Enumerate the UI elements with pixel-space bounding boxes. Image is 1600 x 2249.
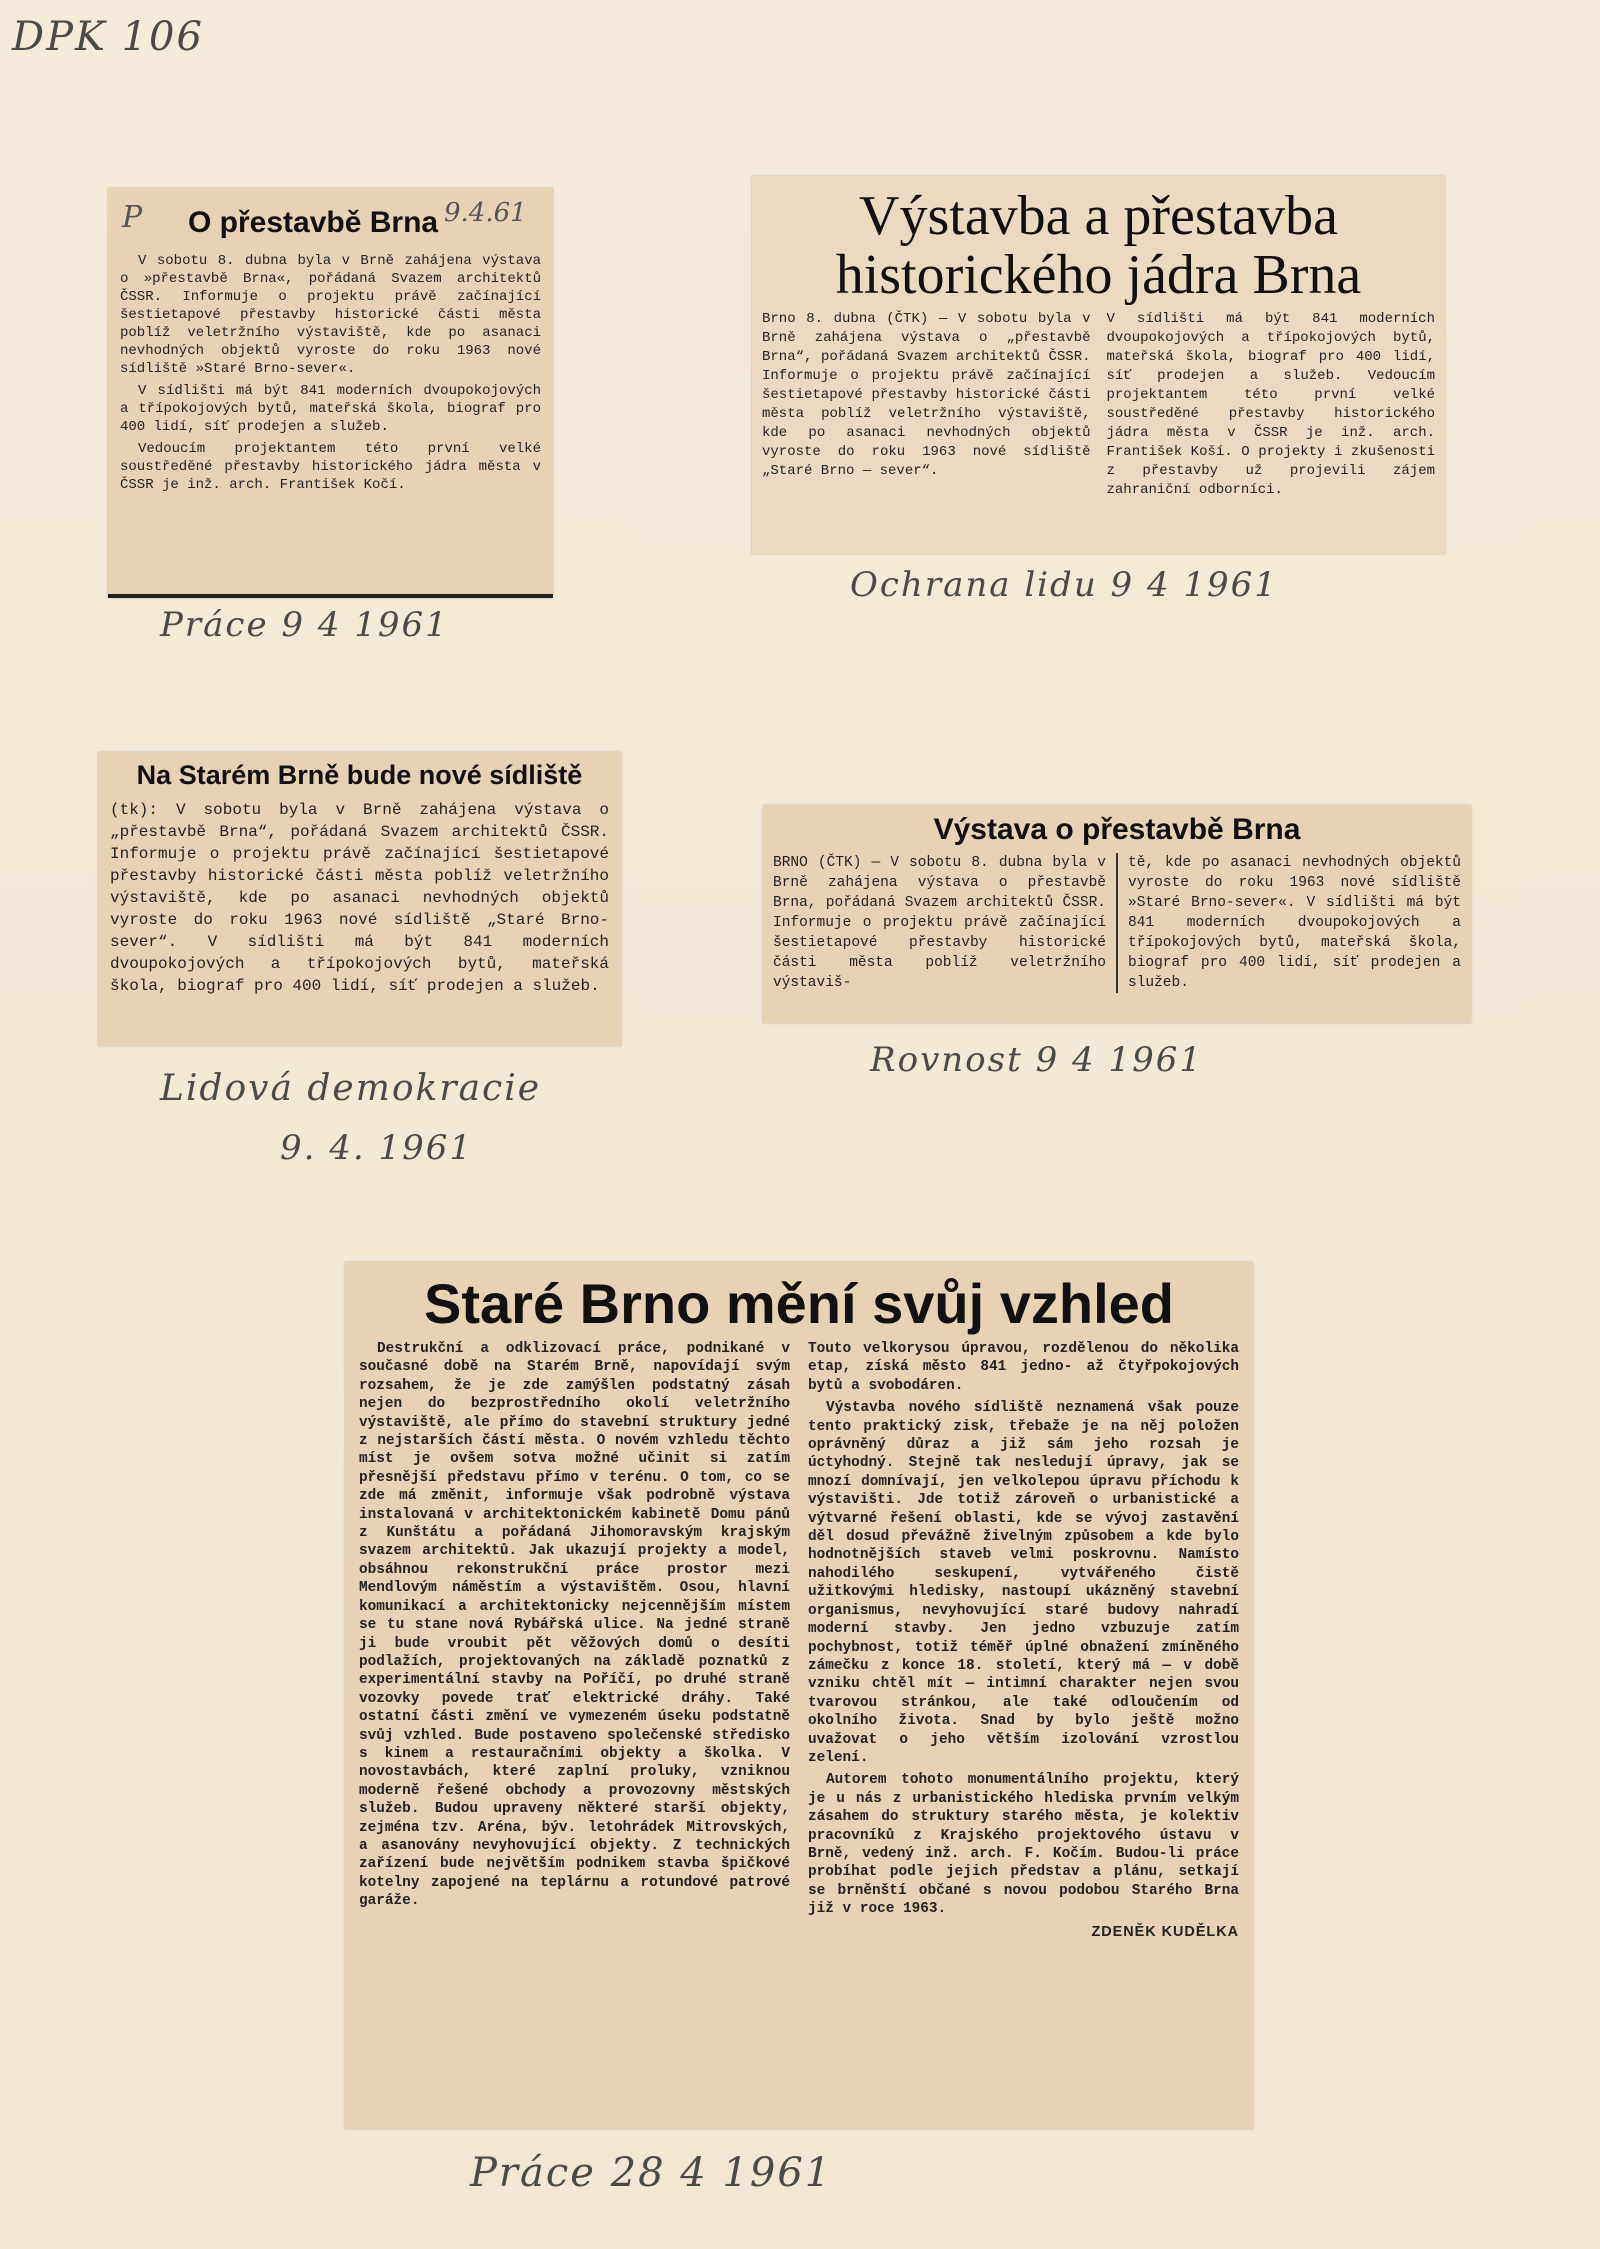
clipping-column <box>808 1340 1239 1941</box>
clipping-columns <box>345 1336 1253 1941</box>
column-divider <box>1116 853 1118 993</box>
clipping-header <box>108 188 553 248</box>
clipping-column: Brno 8. dubna (ČTK) — V sobotu byla v Brně zahájena výstava o „přestavbě Brna“, pořádaná Svazem architektů ČSSR. Informuje o projektu právě začínající šestietapové přestavby historické části města poblíž veletržního výstaviště, kde po asanaci nevhodných objektů vyroste do roku 1963 nové sídliště „Staré Brno — sever“. <box>762 311 1091 479</box>
clipping-prace-1 <box>108 188 553 598</box>
catalog-label: DPK 106 <box>12 14 204 60</box>
clipping-date-note: 9.4.61 <box>444 198 527 228</box>
clipping-rovnost <box>763 805 1471 1023</box>
clipping-paragraph: Výstavba nového sídliště neznamená však pouze tento praktický zisk, třebaže je na něj položen oprávněný důraz a již sám jeho rozsah je úctyhodný. Stejně tak nesledují úpravy, jak se mnozí domnívají, jen velkolepou úpravu příchodu k výstavišti. Jde totiž zároveň o urbanistické a výtvarné řešení oblasti, kde se vývoj zastavění děl dosud převážně živelným způsobem a kde bylo hodnotnějších staveb velmi poskrovnu. Namísto nahodilého seskupení, vytvářeného čistě užitkovými hledisky, nastoupí ukázněný stavební organismus, nevyhovující staré budovy nahradí moderní stavby. Jen jedno vzbuzuje zatím pochybnost, totiž téměř úplné obnažení zmíněného zámečku z konce 18. století, který má — v době vzniku chtěl mít — intimní charakter nejen svou tvarovou stránkou, ale také odloučením od okolního života. Snad by bylo ještě možno uvažovat o jeho větším izolování vzrostlou zelení. <box>808 1400 1239 1766</box>
source-note-lidova-line1: Lidová demokracie <box>160 1068 542 1109</box>
clipping-paragraph: Vedoucím projektantem této první velké soustředěné přestavby historického jádra města v ČSSR je inž. arch. František Kočí. <box>120 441 541 493</box>
clipping-column: BRNO (ČTK) — V sobotu 8. dubna byla v Brně zahájena výstava o přestavbě Brna, pořádaná Svazem architektů ČSSR. Informuje o projektu právě začínající šestietapové přestavby historické části města poblíž veletržního výstaviš- <box>773 855 1106 991</box>
clipping-paragraph: Touto velkorysou úpravou, rozdělenou do několika etap, získá město 841 jedno- až čtyřpokojových bytů a svobodáren. <box>808 1341 1239 1394</box>
clipping-paragraph: Destrukční a odklizovací práce, podnikané v současné době na Starém Brně, napovídají svým rozsahem, že je zde zamýšlen podstatný zásah nejen do bezprostředního okolí veletržního výstaviště, ale přímo do stavební struktury jedné z nejstarších částí města. O novém vzhledu těchto míst je ovšem sotva možné učinit si zatím přesnější představu přímo v terénu. O tom, co se zde má změnit, informuje však podrobně výstava instalovaná v architektonickém kabinetě Domu pánů z Kunštátu a pořádaná Jihomoravským krajským svazem architektů. Jak ukazují projekty a model, obsáhnou rekonstrukční práce prostor mezi Mendlovým náměstím a výstavištěm. Osou, hlavní komunikací a architektonicky nejcennějším místem se tu stane nová Rybářská ulice. Na jedné straně ji bude vroubit pět věžových domů o desíti podlažích, projektovaných na základě poznatků z experimentální stavby na Poříčí, po druhé straně vozovky povede trať elektrické dráhy. Také ostatní části změní ve vymezeném úseku podstatně svůj vzhled. Bude postaveno společenské středisko s kinem a restauračními objekty a školka. V novostavbách, které zaplní proluky, vzniknou moderně řešené obchody a provozovny městských služeb. Budou upraveny některé starší objekty, zejména tzv. Aréna, býv. letohrádek Mitrovských, a asanovány nevyhovující objekty. Z technických zařízení bude největším podnikem stavba špičkové kotelny zapojené na teplárnu a rotundové patrové garáže. <box>359 1341 790 1910</box>
clipping-prace-2 <box>345 1262 1253 2129</box>
clipping-headline-line1: Výstavba a přestavba <box>859 185 1338 247</box>
clipping-columns <box>763 847 1471 993</box>
clipping-paragraph: V sídlišti má být 841 moderních dvoupokojových a třípokojových bytů, mateřská škola, biograf pro 400 lidí, síť prodejen a služeb. <box>120 383 541 435</box>
source-note-rovnost: Rovnost 9 4 1961 <box>870 1040 1203 1080</box>
clipping-column <box>359 1340 790 1941</box>
clipping-headline: O přestavbě Brna <box>188 206 439 239</box>
clipping-body <box>108 248 553 494</box>
clipping-headline: Staré Brno mění svůj vzhled <box>424 1272 1174 1335</box>
source-note-prace-2: Práce 28 4 1961 <box>470 2150 833 2196</box>
clipping-paragraph: V sobotu 8. dubna byla v Brně zahájena výstava o »přestavbě Brna«, pořádaná Svazem architektů ČSSR. Informuje o projektu právě začínající šestietapové přestavby historické části města poblíž veletržního výstaviště, kde po asanaci nevhodných objektů vyroste do roku 1963 nové sídliště »Staré Brno-sever«. <box>120 253 541 377</box>
source-note-ochrana-lidu: Ochrana lidu 9 4 1961 <box>850 565 1278 605</box>
clipping-headline-line2: historického jádra Brna <box>835 244 1362 306</box>
clipping-lidova-demokracie <box>98 752 621 1046</box>
clipping-headline: Na Starém Brně bude nové sídliště <box>136 760 583 790</box>
clipping-ochrana-lidu <box>752 176 1445 554</box>
clipping-body: (tk): V sobotu byla v Brně zahájena výstava o „přestavbě Brna“, pořádaná Svazem architektů ČSSR. Informuje o projektu právě začínající šestietapové přestavby historické části města poblíž veletržního výstaviště, kde po asanaci nevhodných objektů vyroste do roku 1963 nové sídliště „Staré Brno-sever“. V sídlišti má být 841 moderních dvoupokojových a třípokojových bytů, mateřská škola, biograf pro 400 lidí, síť prodejen a služeb. <box>110 801 609 995</box>
source-note-lidova-line2: 9. 4. 1961 <box>280 1128 474 1168</box>
clipping-headline: Výstava o přestavbě Brna <box>933 813 1301 846</box>
clipping-mark: P <box>122 200 143 235</box>
source-note-prace-1: Práce 9 4 1961 <box>160 605 449 645</box>
clipping-rule <box>108 594 553 598</box>
clipping-columns <box>752 304 1445 500</box>
clipping-column: V sídlišti má být 841 moderních dvoupokojových a třípokojových bytů, mateřská škola, biograf pro 400 lidí, síť prodejen a služeb. Vedoucím projektantem této první velké soustředěné přestavby historického jádra města v ČSSR je inž. arch. František Koší. O projekty i zkušenosti z přestavby už projevili zájem zahraniční odborníci. <box>1106 311 1435 498</box>
article-author: ZDENĚK KUDĚLKA <box>1091 1923 1239 1940</box>
clipping-column: tě, kde po asanaci nevhodných objektů vyroste do roku 1963 nové sídliště »Staré Brno-sever«. V sídlišti má být 841 moderních dvoupokojových a třípokojových bytů, mateřská škola, biograf pro 400 lidí, síť prodejen a služeb. <box>1128 855 1461 991</box>
clipping-paragraph: Autorem tohoto monumentálního projektu, který je u nás z urbanistického hlediska prvním velkým zásahem do struktury starého města, je kolektiv pracovníků z Krajského projektového ústavu v Brně, vedený inž. arch. F. Kočím. Budou-li práce probíhat podle jejich představ a plánu, setkají se brněnští občané s novou podobou Starého Brna již v roce 1963. <box>808 1772 1239 1918</box>
